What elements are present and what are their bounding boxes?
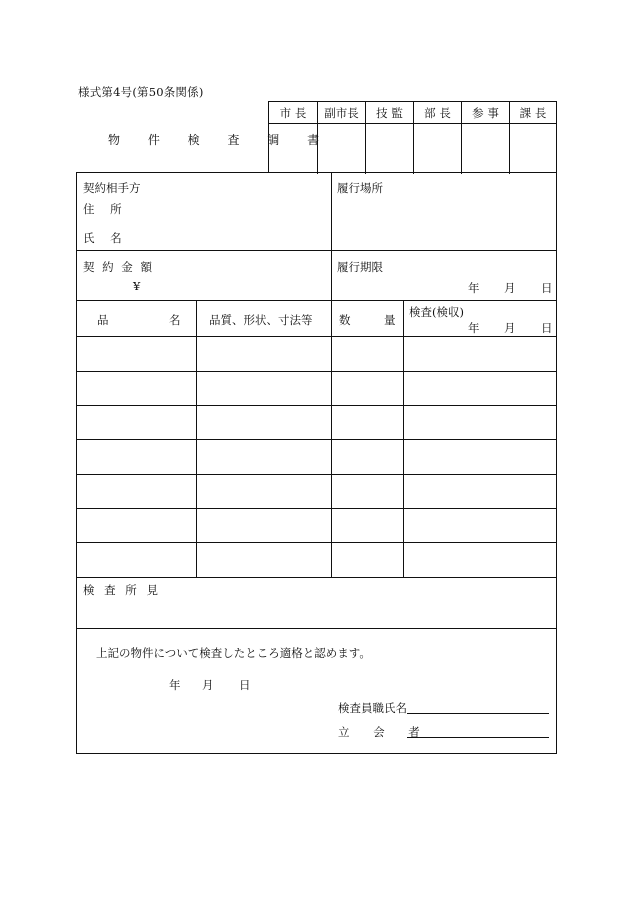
witness-signature-line[interactable] [407,737,549,738]
divider [331,250,332,300]
table-row-divider [77,439,556,440]
certification-statement: 上記の物件について検査したところ適格と認めます。 [96,646,371,660]
deadline-month-label: 月 [504,281,516,295]
divider [331,173,332,250]
statement-day-label: 日 [239,678,251,692]
witness-label: 立 会 者 [338,725,430,739]
approval-stamp-table [268,101,557,173]
approval-section-chief[interactable] [509,102,556,174]
inspection-day-label: 日 [541,321,553,335]
table-row-divider [77,336,556,337]
col-quantity-label-2: 量 [384,313,396,327]
table-row-divider [77,474,556,475]
divider [77,628,556,629]
approval-deputy-mayor[interactable] [317,102,365,174]
inspection-form [76,172,557,754]
statement-month-label: 月 [202,678,214,692]
approval-technical-supervisor[interactable] [365,102,413,174]
col-item-label-1: 品 [97,313,109,327]
col-quantity-label-1: 数 [339,313,351,327]
approval-mayor[interactable] [269,102,317,174]
approval-label: 課 長 [510,102,556,124]
place-label: 履行場所 [337,181,383,195]
col-item-label-2: 名 [169,313,181,327]
approval-councilor[interactable] [461,102,509,174]
divider [77,250,556,251]
inspection-year-label: 年 [468,321,480,335]
table-row-divider [77,542,556,543]
inspection-month-label: 月 [504,321,516,335]
statement-year-label: 年 [169,678,181,692]
deadline-day-label: 日 [541,281,553,295]
col-inspection-label: 検査(検収) [409,305,464,319]
yen-symbol: ¥ [133,279,141,293]
approval-label: 技 監 [366,102,413,124]
table-row-divider [77,577,556,578]
divider [77,300,556,301]
approval-label: 参 事 [462,102,509,124]
name-label: 氏 名 [83,231,128,245]
document-title: 物 件 検 査 調 書 [108,133,332,147]
approval-director[interactable] [413,102,461,174]
form-number: 様式第4号(第50条関係) [78,85,204,99]
contractor-label: 契約相手方 [83,181,141,195]
deadline-year-label: 年 [468,281,480,295]
deadline-label: 履行期限 [337,260,383,274]
approval-label: 副市長 [318,102,365,124]
inspector-label: 検査員職氏名 [338,701,407,715]
inspector-signature-line[interactable] [407,713,549,714]
table-row-divider [77,405,556,406]
address-label: 住 所 [83,202,128,216]
findings-label: 検 査 所 見 [83,583,161,597]
amount-label: 契 約 金 額 [83,260,154,274]
approval-label: 部 長 [414,102,461,124]
table-row-divider [77,508,556,509]
approval-label: 市 長 [269,102,317,124]
table-row-divider [77,371,556,372]
col-quality-label: 品質、形状、寸法等 [209,313,313,327]
